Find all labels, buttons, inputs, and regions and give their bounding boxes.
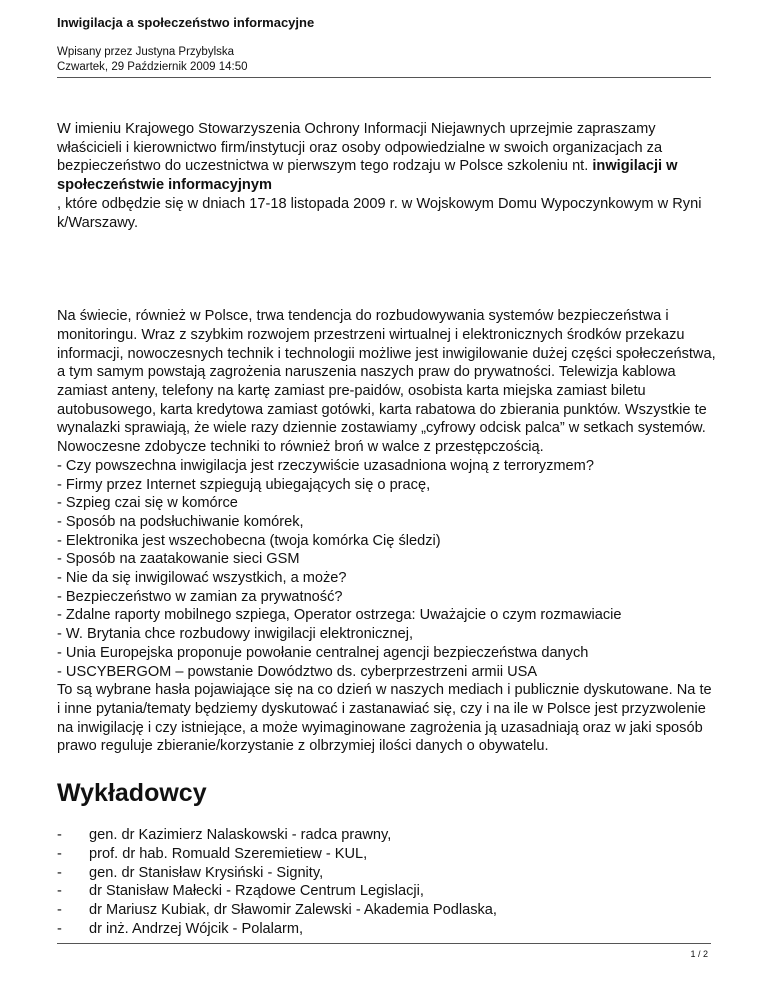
lecturer-item — [57, 901, 717, 920]
list-dash: - — [57, 920, 62, 937]
lecturers-heading: Wykładowcy — [57, 779, 207, 808]
header-divider — [57, 77, 711, 78]
body-paragraph: Na świecie, również w Polsce, trwa tendencja do rozbudowywania systemów bezpieczeństwa i monitoringu. Wraz z szybkim rozwojem przestrzeni wirtualnej i elektronicznych środków przekazu informacji, nowoczesnych technik i technologii możliwe jest inwigilowanie dużej części społeczeństwa, a tym samym powstają zagrożenia naruszenia naszych praw do prywatności. Telewizja kablowa zamiast anteny, telefony na kartę zamiast pre-paidów, osobista karta miejska zamiast biletu autobusowego, karta kredytowa zamiast gotówki, karta rabatowa do zbierania punktów. Wszystkie te wynalazki sprawiają, że wiele razy dziennie zostawiamy „cyfrowy odcisk palca” w setkach systemów. Nowoczesne zdobycze techniki to również broń w walce z przestępczością. — [57, 308, 716, 456]
closing-paragraph: To są wybrane hasła pojawiające się na co dzień w naszych mediach i publicznie dyskutowane. Na te i inne pytania/tematy będziemy dyskutować i zastanawiać się, czy i na ile w Polsce jest przyzwolenie na inwigilację i czy istniejące, a może wyimaginowane zagrożenia ją uzasadniają oraz w jaki sposób prawo reguluje zbieranie/korzystanie z olbrzymiej ilości danych o obywatelu. — [57, 682, 712, 755]
topic-item: - Nie da się inwigilować wszystkich, a może? — [57, 570, 347, 587]
list-dash: - — [57, 864, 62, 881]
topic-item: - Sposób na zaatakowanie sieci GSM — [57, 551, 300, 568]
topic-item: - USCYBERGOM – powstanie Dowództwo ds. cyberprzestrzeni armii USA — [57, 663, 538, 680]
paragraph-spacer — [57, 232, 717, 307]
intro-paragraph — [57, 120, 717, 232]
lecturer-name: dr Mariusz Kubiak, dr Sławomir Zalewski - Akademia Podlaska, — [89, 901, 497, 918]
document-title: Inwigilacja a społeczeństwo informacyjne — [57, 15, 315, 30]
topic-item: - W. Brytania chce rozbudowy inwigilacji elektronicznej, — [57, 626, 414, 643]
lecturers-list — [57, 826, 717, 938]
document-header — [57, 14, 711, 75]
article-content — [57, 120, 717, 938]
lecturer-name: prof. dr hab. Romuald Szeremietiew - KUL, — [89, 845, 368, 862]
lecturer-name: gen. dr Kazimierz Nalaskowski - radca prawny, — [89, 827, 392, 844]
list-dash: - — [57, 883, 62, 900]
lecturer-name: gen. dr Stanisław Krysiński - Signity, — [89, 864, 324, 881]
intro-text-before: W imieniu Krajowego Stowarzyszenia Ochrony Informacji Niejawnych uprzejmie zapraszamy właścicieli i kierownictwo firm/instytucji oraz osoby odpowiedzialne w swoich organizacjach za bezpieczeństwo do uczestnictwa w pierwszym tego rodzaju w Polsce szkoleniu nt. — [57, 121, 663, 175]
lecturer-item — [57, 826, 717, 845]
lecturer-name: dr inż. Andrzej Wójcik - Polalarm, — [89, 920, 304, 937]
page-number: 1 / 2 — [690, 949, 708, 959]
topic-list — [57, 457, 717, 681]
lecturer-item — [57, 845, 717, 864]
lecturer-item — [57, 920, 717, 939]
topic-item: - Czy powszechna inwigilacja jest rzeczywiście uzasadniona wojną z terroryzmem? — [57, 457, 594, 474]
list-dash: - — [57, 827, 62, 844]
intro-text-after: , które odbędzie się w dniach 17-18 listopada 2009 r. w Wojskowym Domu Wypoczynkowym w Ryni k/Warszawy. — [57, 195, 702, 231]
topic-item: - Elektronika jest wszechobecna (twoja komórka Cię śledzi) — [57, 532, 441, 549]
topic-item: - Unia Europejska proponuje powołanie centralnej agencji bezpieczeństwa danych — [57, 644, 589, 661]
article-meta — [57, 45, 711, 75]
topic-item: - Sposób na podsłuchiwanie komórek, — [57, 513, 304, 530]
lecturer-item — [57, 864, 717, 883]
footer-divider — [57, 943, 711, 944]
topic-item: - Zdalne raporty mobilnego szpiega, Operator ostrzega: Uważajcie o czym rozmawiacie — [57, 607, 622, 624]
intro-bold-topic: inwigilacji w społeczeństwie informacyjnym — [57, 158, 678, 194]
list-dash: - — [57, 845, 62, 862]
topic-item: - Firmy przez Internet szpiegują ubiegających się o pracę, — [57, 476, 431, 493]
list-dash: - — [57, 901, 62, 918]
topic-item: - Bezpieczeństwo w zamian za prywatność? — [57, 588, 343, 605]
author-line: Wpisany przez Justyna Przybylska — [57, 46, 235, 58]
topic-item: - Szpieg czai się w komórce — [57, 495, 238, 512]
lecturer-item — [57, 882, 717, 901]
date-line: Czwartek, 29 Październik 2009 14:50 — [57, 61, 248, 73]
lecturer-name: dr Stanisław Małecki - Rządowe Centrum Legislacji, — [89, 883, 424, 900]
